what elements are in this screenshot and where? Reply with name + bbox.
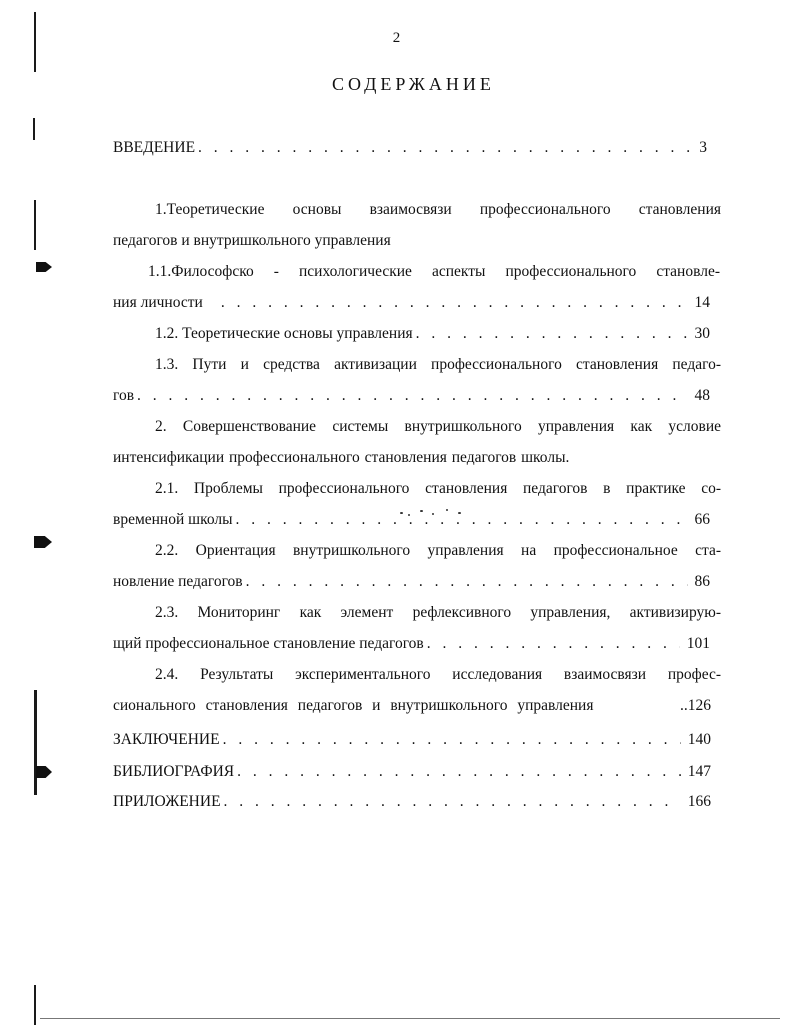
dot-leader bbox=[224, 793, 681, 811]
toc-entry-appendix[interactable] bbox=[113, 793, 711, 811]
toc-chapter-2-line1[interactable]: 2. Совершенствование системы внутришкольного управления как условие bbox=[155, 418, 721, 435]
toc-page-number: 140 bbox=[687, 731, 711, 748]
toc-section-2-1-line1[interactable]: 2.1. Проблемы профессионального становления педагогов в практике со- bbox=[155, 480, 721, 497]
toc-entry-label: гов bbox=[113, 387, 135, 404]
page-title: СОДЕРЖАНИЕ bbox=[332, 74, 495, 94]
dot-leader bbox=[427, 635, 680, 653]
dot-leader bbox=[246, 573, 688, 591]
dot-leader bbox=[221, 294, 688, 312]
toc-page-number: ..126 bbox=[680, 697, 711, 714]
toc-entry-label: ния личности bbox=[113, 294, 203, 311]
punch-mark-1 bbox=[36, 262, 52, 272]
toc-page-number: 166 bbox=[687, 793, 711, 810]
punch-mark-3 bbox=[36, 766, 52, 778]
toc-entry-label: временной школы bbox=[113, 511, 233, 528]
toc-section-2-1[interactable] bbox=[113, 511, 710, 529]
toc-page-number: 101 bbox=[686, 635, 710, 652]
toc-page-number: 86 bbox=[694, 573, 710, 590]
toc-entry-label: ЗАКЛЮЧЕНИЕ bbox=[113, 731, 220, 748]
toc-page-number: 147 bbox=[687, 763, 711, 780]
toc-section-1-1[interactable] bbox=[113, 294, 710, 312]
toc-section-2-4-line1[interactable]: 2.4. Результаты экспериментального исследования взаимосвязи профес- bbox=[155, 666, 721, 683]
toc-chapter-2-line2[interactable]: интенсификации профессионального становления педагогов школы. bbox=[113, 449, 570, 466]
dot-leader bbox=[198, 139, 692, 157]
dot-leader bbox=[416, 325, 688, 343]
toc-entry-label: 1.2. Теоретические основы управления bbox=[155, 325, 413, 342]
dot-leader bbox=[137, 387, 687, 405]
dot-leader bbox=[236, 511, 688, 529]
page-number: 2 bbox=[392, 30, 401, 46]
scan-edge-line-lower bbox=[34, 690, 37, 795]
dot-leader bbox=[223, 731, 681, 749]
toc-section-1-3[interactable] bbox=[113, 387, 710, 405]
toc-page-number: 66 bbox=[694, 511, 710, 528]
toc-entry-label: БИБЛИОГРАФИЯ bbox=[113, 763, 235, 780]
toc-chapter-1-line2[interactable]: педагогов и внутришкольного управления bbox=[113, 232, 391, 249]
toc-page-number: 3 bbox=[699, 139, 707, 156]
toc-entry-intro[interactable] bbox=[113, 139, 707, 157]
toc-section-1-3-line1[interactable]: 1.3. Пути и средства активизации профессионального становления педаго- bbox=[155, 356, 721, 373]
toc-section-2-2[interactable] bbox=[113, 573, 710, 591]
toc-entry-label: щий профессиональное становление педагогов bbox=[113, 635, 424, 652]
toc-entry-conclusion[interactable] bbox=[113, 731, 711, 749]
toc-section-1-2[interactable] bbox=[155, 325, 710, 343]
scan-edge-line-mid bbox=[34, 200, 36, 250]
toc-entry-label: новление педагогов bbox=[113, 573, 243, 590]
toc-entry-label: сионального становления педагогов и внутришкольного управления bbox=[113, 697, 594, 714]
toc-page-number: 30 bbox=[694, 325, 710, 342]
scan-edge-bottom-rule bbox=[40, 1018, 780, 1019]
toc-section-2-3[interactable] bbox=[113, 635, 710, 653]
dot-leader bbox=[237, 763, 681, 781]
toc-section-2-4[interactable] bbox=[113, 697, 711, 715]
toc-section-1-1-line1[interactable]: 1.1.Философско - психологические аспекты профессионального становле- bbox=[148, 263, 720, 280]
toc-section-2-3-line1[interactable]: 2.3. Мониторинг как элемент рефлексивного управления, активизирую- bbox=[155, 604, 721, 621]
scan-edge-line-upper bbox=[33, 118, 35, 140]
punch-mark-2 bbox=[34, 536, 52, 548]
toc-entry-bibliography[interactable] bbox=[113, 763, 711, 781]
toc-chapter-1-line1[interactable]: 1.Теоретические основы взаимосвязи профессионального становления bbox=[155, 201, 721, 218]
scan-edge-line-bottom bbox=[34, 985, 36, 1025]
toc-page-number: 48 bbox=[694, 387, 710, 404]
toc-page-number: 14 bbox=[694, 294, 710, 311]
toc-section-2-2-line1[interactable]: 2.2. Ориентация внутришкольного управления на профессиональное ста- bbox=[155, 542, 721, 559]
toc-entry-label: ПРИЛОЖЕНИЕ bbox=[113, 793, 221, 810]
toc-entry-label: ВВЕДЕНИЕ bbox=[113, 139, 196, 156]
